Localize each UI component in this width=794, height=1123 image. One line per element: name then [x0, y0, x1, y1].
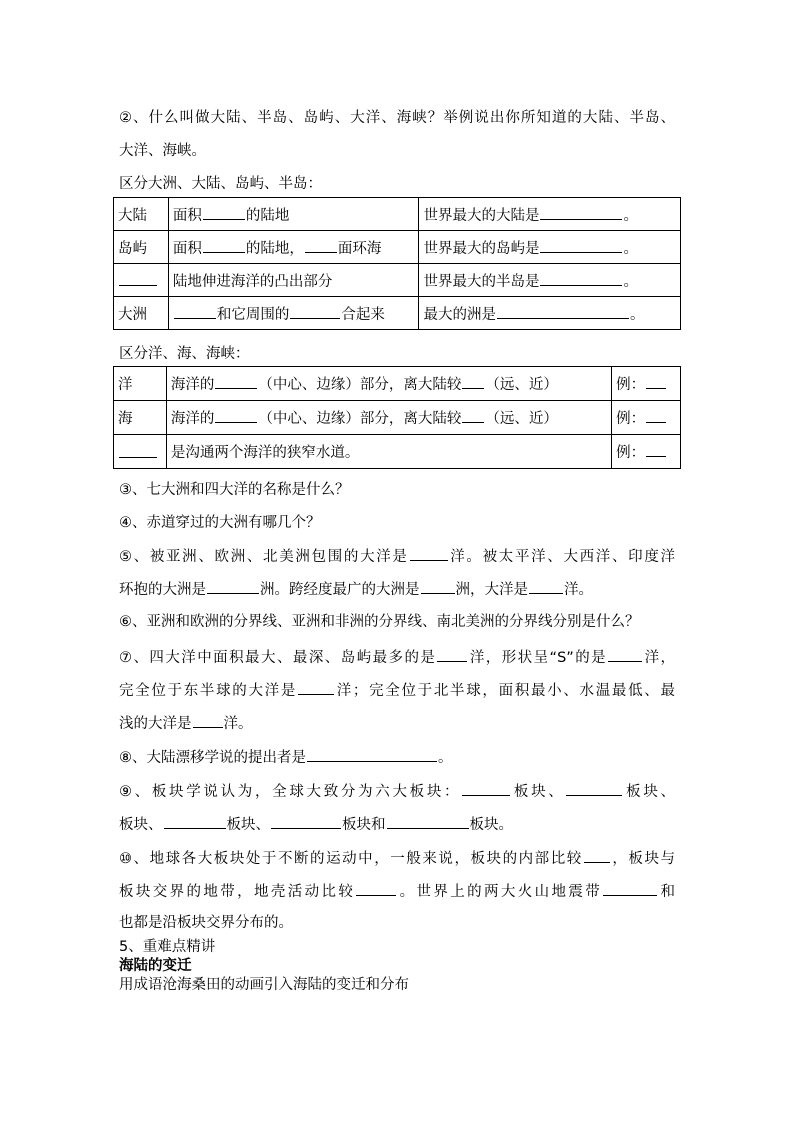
q7-line1: ⑦、四大洋中面积最大、最深、岛屿最多的是 洋，形状呈“S”的是 洋，: [119, 646, 675, 668]
example-cell: 例：: [612, 435, 681, 469]
blank[interactable]: [462, 407, 484, 423]
q2-line1: ②、什么叫做大陆、半岛、岛屿、大洋、海峡？举例说出你所知道的大陆、半岛、: [119, 110, 675, 126]
table-row: [114, 401, 681, 435]
q2-line2: 大洋、海峡。: [119, 143, 206, 159]
ocean-sea-table: [113, 366, 681, 469]
example-cell: 例：: [612, 367, 681, 401]
blank[interactable]: [529, 578, 563, 594]
q8: ⑧、大陆漂移学说的提出者是 。: [119, 746, 453, 768]
example-cell: 例：: [612, 401, 681, 435]
blank[interactable]: [462, 373, 484, 389]
desc-cell: 和它周围的 合起来: [168, 297, 419, 330]
table2-caption: 区分洋、海、海峡：: [119, 346, 250, 362]
table-row: [114, 264, 681, 297]
desc-cell: 陆地伸进海洋的凸出部分: [168, 264, 419, 297]
q10-line2: 板块交界的地带，地壳活动比较 。世界上的两大火山地震带 和: [119, 880, 675, 902]
blank[interactable]: [540, 204, 622, 220]
term-cell: 大陆: [114, 198, 169, 231]
q5-line1: ⑤、被亚洲、欧洲、北美洲包围的大洋是 洋。被太平洋、大西洋、印度洋: [119, 545, 675, 567]
blank[interactable]: [462, 780, 510, 796]
fact-cell: 世界最大的半岛是 。: [419, 264, 681, 297]
blank[interactable]: [193, 712, 223, 728]
term-cell: [114, 264, 169, 297]
blank[interactable]: [174, 303, 216, 319]
blank[interactable]: [646, 441, 666, 457]
blank[interactable]: [298, 679, 334, 695]
blank[interactable]: [215, 407, 257, 423]
term-cell: 岛屿: [114, 231, 169, 264]
term-cell: 海: [114, 401, 167, 435]
blank[interactable]: [646, 407, 666, 423]
desc-cell: 是沟通两个海洋的狭窄水道。: [166, 435, 611, 469]
desc-cell: 面积 的陆地， 面环海: [168, 231, 419, 264]
q9-line2: 板块、 板块、 板块和 板块。: [119, 813, 513, 835]
blank[interactable]: [566, 780, 622, 796]
q4: ④、赤道穿过的大洲有哪几个？: [119, 515, 321, 531]
blank[interactable]: [203, 237, 245, 253]
q5-line2: 环抱的大洲是 洲。跨经度最广的大洲是 洲，大洋是 洋。: [119, 578, 593, 600]
blank[interactable]: [119, 270, 157, 286]
blank[interactable]: [215, 373, 257, 389]
desc-cell: 海洋的 （中心、边缘）部分，离大陆较 （远、近）: [166, 401, 611, 435]
landform-table: [113, 197, 681, 330]
blank[interactable]: [164, 813, 226, 829]
desc-cell: 面积 的陆地: [168, 198, 419, 231]
q9-line1: ⑨、板块学说认为，全球大致分为六大板块： 板块、 板块、: [119, 780, 675, 802]
blank[interactable]: [497, 303, 629, 319]
blank[interactable]: [608, 646, 642, 662]
table-row: [114, 297, 681, 330]
q10-line3: 也都是沿板块交界分布的。: [119, 915, 293, 931]
table1-caption: 区分大洲、大陆、岛屿、半岛：: [119, 176, 322, 192]
q7-line2: 完全位于东半球的大洋是 洋；完全位于北半球，面积最小、水温最低、最: [119, 679, 675, 701]
term-cell: 洋: [114, 367, 167, 401]
table-row: [114, 231, 681, 264]
section-heading: 海陆的变迁: [119, 958, 192, 974]
blank[interactable]: [540, 270, 622, 286]
blank[interactable]: [584, 847, 610, 863]
blank[interactable]: [421, 578, 455, 594]
blank[interactable]: [387, 813, 469, 829]
blank[interactable]: [603, 880, 657, 896]
table-row: [114, 367, 681, 401]
intro-text: 用成语沧海桑田的动画引入海陆的变迁和分布: [119, 977, 409, 993]
blank[interactable]: [646, 373, 666, 389]
q7-line3: 浅的大洋是 洋。: [119, 712, 253, 734]
blank[interactable]: [540, 237, 622, 253]
blank[interactable]: [203, 204, 245, 220]
fact-cell: 世界最大的岛屿是 。: [419, 231, 681, 264]
q10-line1: ⑩、地球各大板块处于不断的运动中，一般来说，板块的内部比较 ，板块与: [119, 847, 675, 869]
blank[interactable]: [271, 813, 341, 829]
desc-cell: 海洋的 （中心、边缘）部分，离大陆较 （远、近）: [166, 367, 611, 401]
section-5-title: 5、重难点精讲: [119, 939, 216, 955]
table-row: [114, 435, 681, 469]
q6: ⑥、亚洲和欧洲的分界线、亚洲和非洲的分界线、南北美洲的分界线分别是什么？: [119, 614, 640, 630]
term-cell: 大洲: [114, 297, 169, 330]
table-row: [114, 198, 681, 231]
blank[interactable]: [119, 442, 157, 458]
blank[interactable]: [356, 880, 396, 896]
q3: ③、七大洲和四大洋的名称是什么？: [119, 482, 350, 498]
term-cell: [114, 435, 167, 469]
blank[interactable]: [437, 646, 467, 662]
blank[interactable]: [207, 578, 259, 594]
fact-cell: 世界最大的大陆是 。: [419, 198, 681, 231]
fact-cell: 最大的洲是 。: [419, 297, 681, 330]
blank[interactable]: [305, 237, 337, 253]
blank[interactable]: [410, 545, 448, 561]
blank[interactable]: [307, 746, 437, 762]
blank[interactable]: [290, 303, 340, 319]
